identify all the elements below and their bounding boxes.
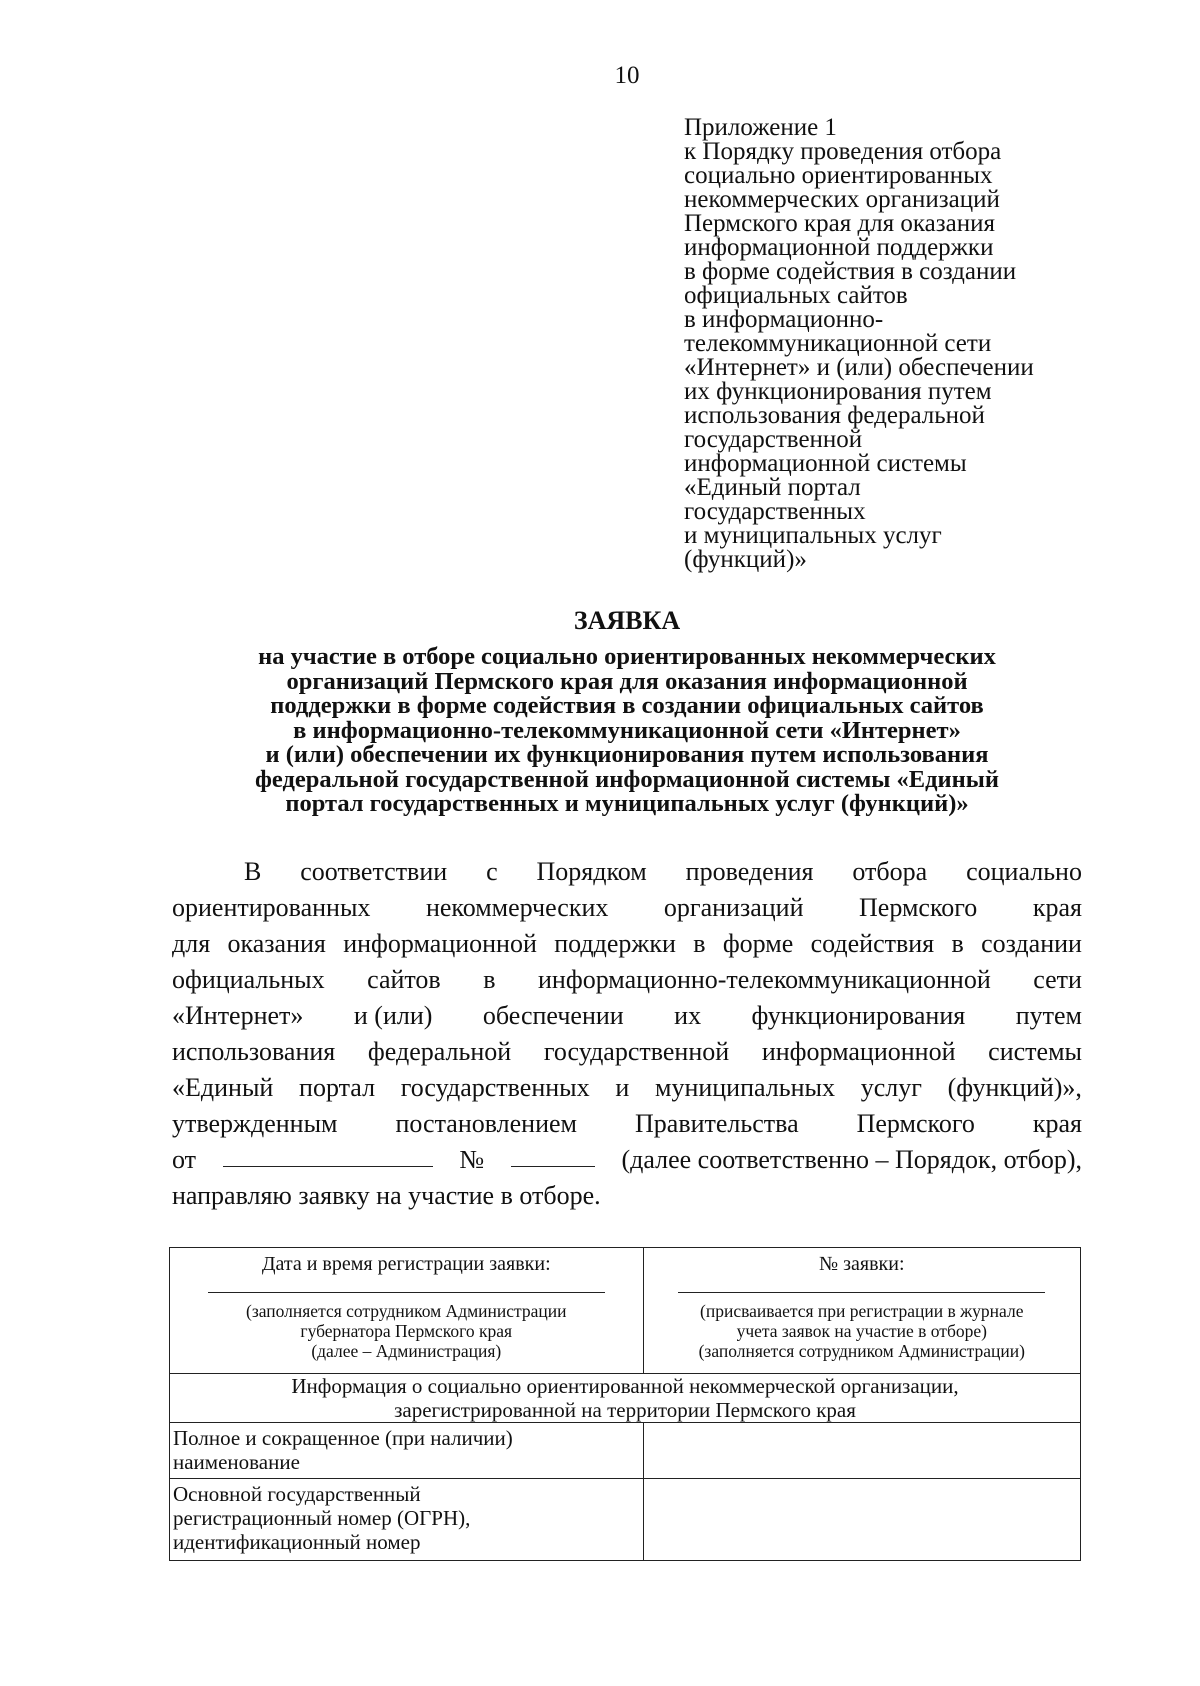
body-word: содействия	[810, 929, 935, 958]
application-number-header: № заявки:	[819, 1253, 905, 1275]
note-line: (заполняется сотрудником Администрации	[246, 1301, 567, 1321]
number-label: №	[459, 1145, 485, 1174]
body-word: ориентированных	[172, 893, 371, 922]
body-line-closing	[172, 1178, 1082, 1214]
body-line	[172, 926, 1082, 962]
section-title-cell	[170, 1374, 1081, 1423]
note-line: (присваивается при регистрации в журнале	[700, 1301, 1024, 1321]
after-blanks-text: (далее соответственно – Порядок, отбор),	[621, 1145, 1082, 1174]
body-word: их	[674, 1001, 702, 1030]
label-line: наименование	[173, 1450, 300, 1474]
body-word: системы	[988, 1037, 1082, 1066]
note-line: губернатора Пермского края	[300, 1321, 513, 1341]
appendix-line: к Порядку проведения отбора	[684, 138, 1002, 165]
body-word: муниципальных	[654, 1073, 835, 1102]
body-word: использования	[172, 1037, 336, 1066]
body-word: информационной	[761, 1037, 956, 1066]
appendix-line: Пермского края для оказания	[684, 210, 995, 237]
body-word: и (или)	[353, 1001, 433, 1030]
body-line	[172, 1070, 1082, 1106]
body-word: информационно-телекоммуникационной	[538, 965, 991, 994]
body-word: поддержки	[554, 929, 676, 958]
body-word: форме	[722, 929, 794, 958]
subtitle-line: федеральной государственной информационной системы «Единый	[254, 765, 1000, 793]
appendix-line: Приложение 1	[684, 114, 837, 141]
body-word: оказания	[227, 929, 326, 958]
body-word: и	[615, 1073, 630, 1102]
appendix-line: телекоммуникационной сети	[684, 330, 992, 357]
body-word: края	[1032, 1109, 1082, 1138]
body-word: постановлением	[395, 1109, 578, 1138]
subtitle-line: и (или) обеспечении их функционирования путем использования	[265, 741, 989, 768]
note-line: (заполняется сотрудником Администрации)	[698, 1341, 1025, 1361]
registration-date-header: Дата и время регистрации заявки:	[261, 1253, 551, 1275]
body-line	[172, 998, 1082, 1034]
field-label-ogrn	[170, 1479, 644, 1561]
body-word: информационной	[343, 929, 537, 958]
section-title-row	[170, 1374, 1081, 1423]
appendix-line: в форме содействия в создании	[684, 258, 1017, 285]
registration-date-blank	[208, 1292, 605, 1293]
label-line: идентификационный номер	[173, 1530, 421, 1554]
table-row	[170, 1423, 1081, 1479]
application-form-table	[169, 1247, 1081, 1561]
field-label-name	[170, 1423, 644, 1479]
registration-date-note	[170, 1301, 643, 1373]
section-title-line: зарегистрированной на территории Пермского края	[394, 1398, 856, 1422]
body-word: В	[244, 857, 262, 886]
document-title: ЗАЯВКА	[573, 606, 681, 635]
page-number: 10	[614, 62, 640, 89]
appendix-line: (функций)»	[684, 546, 807, 573]
body-word: в	[951, 929, 964, 958]
body-word: для	[172, 929, 211, 958]
body-line	[172, 854, 1082, 890]
body-word: отбора	[852, 857, 928, 886]
appendix-line: в информационно-	[684, 306, 884, 333]
body-word: сайтов	[367, 965, 441, 994]
body-word: социально	[966, 857, 1082, 886]
body-word: функционирования	[751, 1001, 966, 1030]
body-line	[172, 890, 1082, 926]
body-word: в	[693, 929, 706, 958]
body-word: обеспечении	[482, 1001, 624, 1030]
section-title-line: Информация о социально ориентированной некоммерческой организации,	[291, 1374, 959, 1398]
registration-date-cell	[170, 1248, 644, 1374]
body-word: соответствии	[300, 857, 448, 886]
body-word: создании	[981, 929, 1082, 958]
subtitle-line: портал государственных и муниципальных услуг (функций)»	[285, 790, 969, 817]
appendix-line: информационной системы	[684, 450, 967, 477]
label-line: Основной государственный	[173, 1482, 421, 1506]
body-word: государственной	[543, 1037, 730, 1066]
note-line: учета заявок на участие в отборе)	[736, 1321, 987, 1341]
label-line: Полное и сокращенное (при наличии)	[173, 1426, 513, 1450]
body-line	[172, 1034, 1082, 1070]
body-word: государственных	[400, 1073, 590, 1102]
body-line-ot	[172, 1142, 1082, 1178]
ot-label: от	[172, 1145, 197, 1174]
body-word: «Единый	[172, 1073, 274, 1102]
body-line	[172, 962, 1082, 998]
body-word: проведения	[685, 857, 814, 886]
appendix-header	[684, 116, 1104, 572]
appendix-line: некоммерческих организаций	[684, 186, 1000, 213]
body-word: Пермского	[859, 893, 978, 922]
application-number-cell	[643, 1248, 1080, 1374]
body-word: услуг	[860, 1073, 922, 1102]
appendix-line: государственных	[684, 498, 866, 525]
body-word: организаций	[663, 893, 804, 922]
application-number-blank	[678, 1292, 1045, 1293]
appendix-line: официальных сайтов	[684, 282, 908, 309]
body-word: федеральной	[367, 1037, 512, 1066]
appendix-line: информационной поддержки	[684, 234, 994, 261]
appendix-line: использования федеральной	[684, 402, 985, 429]
number-blank	[511, 1142, 595, 1167]
body-line	[172, 1106, 1082, 1142]
subtitle-line: на участие в отборе социально ориентированных некоммерческих	[258, 643, 996, 670]
registration-header-row	[170, 1248, 1081, 1374]
body-word: Пермского	[856, 1109, 975, 1138]
body-word: официальных	[172, 965, 325, 994]
appendix-line: государственной	[684, 426, 863, 453]
body-word: с	[486, 857, 498, 886]
body-word: (функций)»,	[947, 1073, 1082, 1102]
subtitle-line: в информационно-телекоммуникационной сети «Интернет»	[293, 716, 961, 744]
body-word: края	[1032, 893, 1082, 922]
appendix-line: и муниципальных услуг	[684, 522, 942, 549]
note-line: (далее – Администрация)	[311, 1341, 502, 1361]
table-row	[170, 1479, 1081, 1561]
field-value-name[interactable]	[643, 1423, 1080, 1479]
subtitle-line: поддержки в форме содействия в создании официальных сайтов	[270, 692, 984, 719]
body-paragraph	[172, 854, 1082, 1214]
document-subtitle	[150, 645, 1104, 817]
date-blank	[223, 1142, 433, 1167]
subtitle-line: организаций Пермского края для оказания информационной	[286, 667, 968, 695]
body-word: Порядком	[536, 857, 647, 886]
appendix-line: социально ориентированных	[684, 162, 993, 189]
closing-text: направляю заявку на участие в отборе.	[172, 1181, 601, 1210]
appendix-line: «Интернет» и (или) обеспечении	[684, 354, 1034, 381]
body-word: утвержденным	[172, 1109, 338, 1138]
appendix-line: «Единый портал	[684, 474, 861, 501]
body-word: Правительства	[635, 1109, 799, 1138]
body-word: в	[483, 965, 496, 994]
body-word: некоммерческих	[425, 893, 609, 922]
body-word: сети	[1033, 965, 1082, 994]
appendix-line: их функционирования путем	[684, 378, 992, 405]
label-line: регистрационный номер (ОГРН),	[173, 1506, 471, 1530]
body-word: портал	[299, 1073, 376, 1102]
body-word: путем	[1015, 1001, 1082, 1030]
application-number-note	[644, 1301, 1080, 1373]
body-word: «Интернет»	[172, 1001, 304, 1030]
field-value-ogrn[interactable]	[643, 1479, 1080, 1561]
